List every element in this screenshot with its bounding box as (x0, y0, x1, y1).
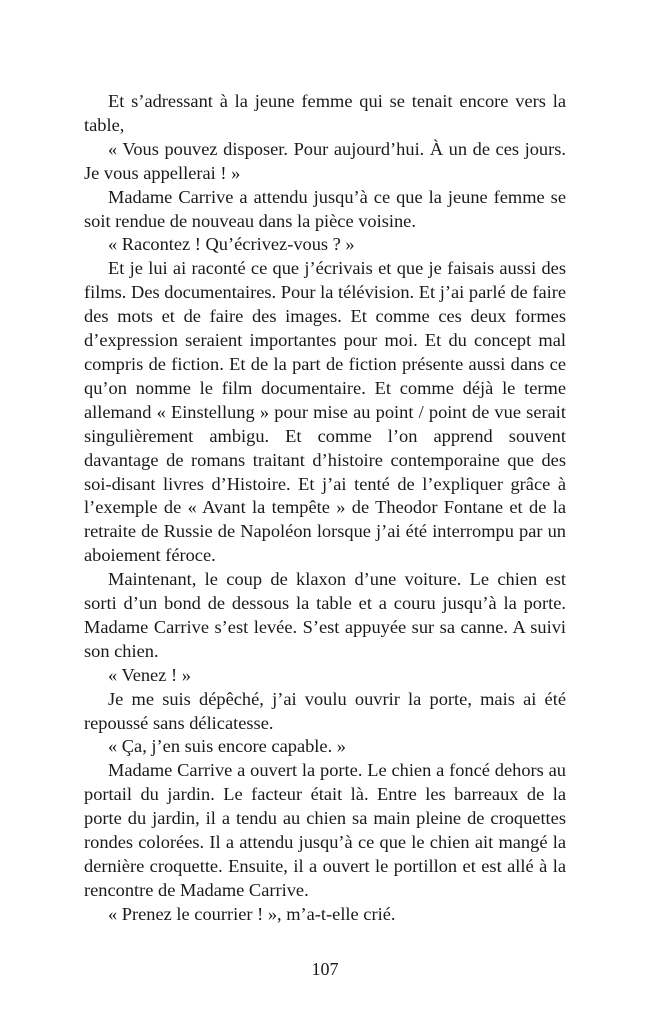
body-text (84, 90, 566, 927)
paragraph: « Racontez ! Qu’écrivez-vous ? » (108, 234, 355, 255)
paragraph: Madame Carrive a ouvert la porte. Le chien a foncé dehors au portail du jardin. Le facteur était là. Entre les barreaux de la porte du jardin, il a tendu au chien sa main pleine de croquettes rondes colorées. Il a attendu jusqu’à ce que le chien ait mangé la dernière croquette. Ensuite, il a ouvert le portillon et est allé à la rencontre de Madame Carrive. (84, 760, 566, 900)
book-page (84, 90, 566, 927)
paragraph: « Prenez le courrier ! », m’a-t-elle crié. (108, 903, 396, 924)
paragraph: Et s’adressant à la jeune femme qui se tenait encore vers la table, (84, 91, 566, 135)
paragraph: Maintenant, le coup de klaxon d’une voiture. Le chien est sorti d’un bond de dessous la table et a couru jusqu’à la porte. Madame Carrive s’est levée. S’est appuyée sur sa canne. A suivi son chien. (84, 569, 566, 661)
paragraph: Madame Carrive a attendu jusqu’à ce que la jeune femme se soit rendue de nouveau dans la pièce voisine. (84, 186, 566, 231)
paragraph: « Vous pouvez disposer. Pour aujourd’hui. À un de ces jours. Je vous appellerai ! » (84, 138, 566, 183)
paragraph: Je me suis dépêché, j’ai voulu ouvrir la porte, mais ai été repoussé sans délicatesse. (84, 688, 566, 733)
page-number: 107 (311, 959, 339, 979)
paragraph: « Ça, j’en suis encore capable. » (108, 736, 346, 757)
paragraph: « Venez ! » (108, 664, 191, 685)
paragraph: Et je lui ai raconté ce que j’écrivais et que je faisais aussi des films. Des documentaires. Pour la télévision. Et j’ai parlé de faire des mots et de faire des images. Et comme ces deux formes d’expression seraient importantes pour moi. Et du concept mal compris de fiction. Et de la part de fiction présente aussi dans ce qu’on nomme le film documentaire. Et comme déjà le terme allemand « Einstellung » pour mise au point / point de vue serait singulièrement ambigu. Et comme l’on apprend souvent davantage de romans traitant d’histoire contemporaine que des soi-disant livres d’Histoire. Et j’ai tenté de l’expliquer grâce à l’exemple de « Avant la tempête » de Theodor Fontane et de la retraite de Russie de Napoléon lorsque j’ai été interrompu par un aboiement féroce. (84, 258, 566, 566)
